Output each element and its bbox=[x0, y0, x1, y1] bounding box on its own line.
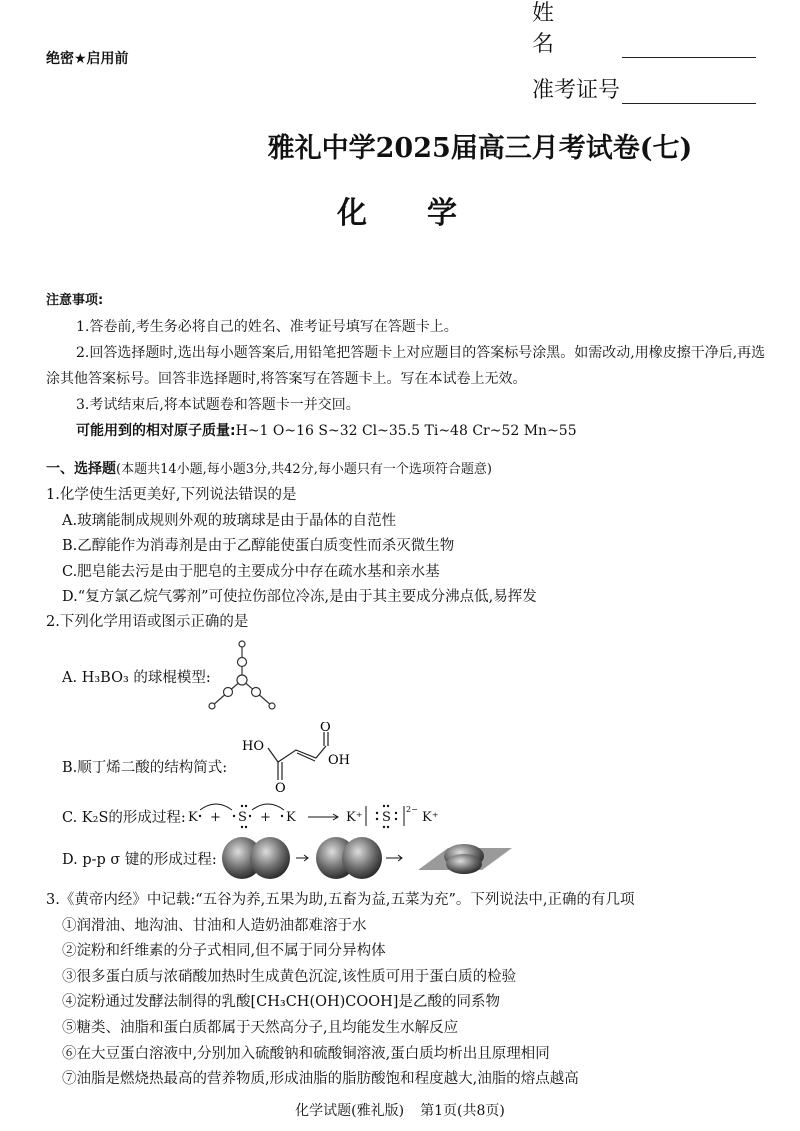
option-c: C.肥皂能去污是由于肥皂的主要成分中存在疏水基和亲水基 bbox=[62, 563, 440, 580]
name-label: 姓名 bbox=[532, 1, 597, 57]
option-d: D.“复方氯乙烷气雾剂”可使拉伤部位冷冻,是由于其主要成分沸点低,易挥发 bbox=[62, 589, 537, 606]
question-stem: 1.化学使生活更美好,下列说法错误的是 bbox=[46, 487, 297, 503]
name-field-row bbox=[532, 1, 756, 58]
list-item: ②淀粉和纤维素的分子式相同,但不属于同分异构体 bbox=[62, 943, 386, 960]
option-a: A.玻璃能制成规则外观的玻璃球是由于晶体的自范性 bbox=[62, 512, 397, 529]
notice-item: 2.回答选择题时,选出每小题答案后,用铅笔把答题卡上对应题目的答案标号涂黑。如需改动,用橡皮擦干净后,再选涂其他答案标号。回答非选择题时,将答案写在答题卡上。写在本试卷上无效。 bbox=[46, 345, 766, 387]
s-symbol: S bbox=[382, 810, 391, 825]
list-item: ⑦油脂是燃烧热最高的营养物质,形成油脂的脂肪酸饱和程度越大,油脂的熔点越高 bbox=[62, 1071, 579, 1088]
section-title: 一、选择题 bbox=[46, 461, 116, 477]
k2s-formation-diagram bbox=[186, 800, 456, 832]
option-b: B.乙醇能作为消毒剂是由于乙醇能使蛋白质变性而杀灭微生物 bbox=[62, 538, 455, 555]
oxygen-label: O bbox=[320, 722, 331, 735]
s-symbol: S bbox=[238, 810, 247, 825]
maleic-acid-structure bbox=[238, 722, 358, 794]
subject-title: 化学 bbox=[337, 196, 517, 231]
page-footer bbox=[0, 1100, 800, 1120]
masses-label: 可能用到的相对原子质量: bbox=[76, 423, 236, 439]
svg-text:+: + bbox=[260, 810, 271, 825]
list-item: ③很多蛋白质与浓硝酸加热时生成黄色沉淀,该性质可用于蛋白质的检验 bbox=[62, 968, 517, 985]
exam-title: 雅礼中学2025届高三月考试卷(七) bbox=[267, 133, 693, 164]
footer-title: 化学试题(雅礼版) bbox=[295, 1103, 405, 1119]
id-field-row bbox=[532, 58, 756, 104]
list-item: ④淀粉通过发酵法制得的乳酸[CH₃CH(OH)COOH]是乙酸的同系物 bbox=[62, 994, 500, 1011]
ball-stick-model-diagram bbox=[200, 636, 300, 716]
oh-label: OH bbox=[328, 753, 350, 768]
p-p-sigma-bond-diagram bbox=[214, 834, 524, 884]
id-label: 准考证号 bbox=[532, 78, 621, 103]
oxygen-label: O bbox=[275, 781, 286, 794]
confidential-label: 绝密★启用前 bbox=[46, 51, 129, 67]
section-note: (本题共14小题,每小题3分,共42分,每小题只有一个选项符合题意) bbox=[116, 462, 492, 477]
charge-label: 2− bbox=[406, 805, 418, 814]
option-b: B.顺丁烯二酸的结构简式: bbox=[62, 760, 228, 776]
section-heading bbox=[46, 458, 766, 478]
page-number: 第1页(共8页) bbox=[420, 1103, 505, 1119]
question-1 bbox=[46, 483, 766, 611]
question-2 bbox=[46, 610, 766, 636]
question-stem: 2.下列化学用语或图示正确的是 bbox=[46, 614, 249, 630]
list-item: ⑥在大豆蛋白溶液中,分别加入硫酸钠和硫酸铜溶液,蛋白质均析出且原理相同 bbox=[62, 1045, 550, 1062]
list-item: ①润滑油、地沟油、甘油和人造奶油都难溶于水 bbox=[62, 917, 367, 934]
k-symbol: K bbox=[286, 810, 296, 825]
option-a: A. H₃BO₃ 的球棍模型: bbox=[62, 670, 211, 686]
k-symbol: K bbox=[188, 810, 198, 825]
svg-text:+: + bbox=[210, 810, 221, 825]
notice-item: 3.考试结束后,将本试题卷和答题卡一并交回。 bbox=[76, 397, 360, 413]
question-stem: 3.《黄帝内经》中记载:“五谷为养,五果为助,五畜为益,五菜为充”。下列说法中,正确的有几项 bbox=[46, 892, 635, 908]
name-field[interactable] bbox=[622, 27, 756, 58]
option-d: D. p-p σ 键的形成过程: bbox=[62, 852, 217, 868]
notice-block bbox=[46, 288, 766, 444]
masses-values: H~1 O~16 S~32 Cl~35.5 Ti~48 Cr~52 Mn~55 bbox=[235, 423, 577, 439]
list-item: ⑤糖类、油脂和蛋白质都属于天然高分子,且均能发生水解反应 bbox=[62, 1019, 459, 1036]
k-ion: K⁺ bbox=[422, 810, 439, 825]
notice-item: 1.答卷前,考生务必将自己的姓名、准考证号填写在答题卡上。 bbox=[76, 319, 458, 335]
notice-heading: 注意事项: bbox=[46, 293, 104, 308]
id-field[interactable] bbox=[622, 73, 756, 104]
option-c: C. K₂S的形成过程: bbox=[62, 810, 186, 826]
question-3 bbox=[46, 888, 776, 1093]
ho-label: HO bbox=[242, 739, 264, 754]
candidate-fields bbox=[532, 1, 756, 104]
atomic-masses bbox=[46, 418, 766, 444]
k-ion: K⁺ bbox=[346, 810, 363, 825]
